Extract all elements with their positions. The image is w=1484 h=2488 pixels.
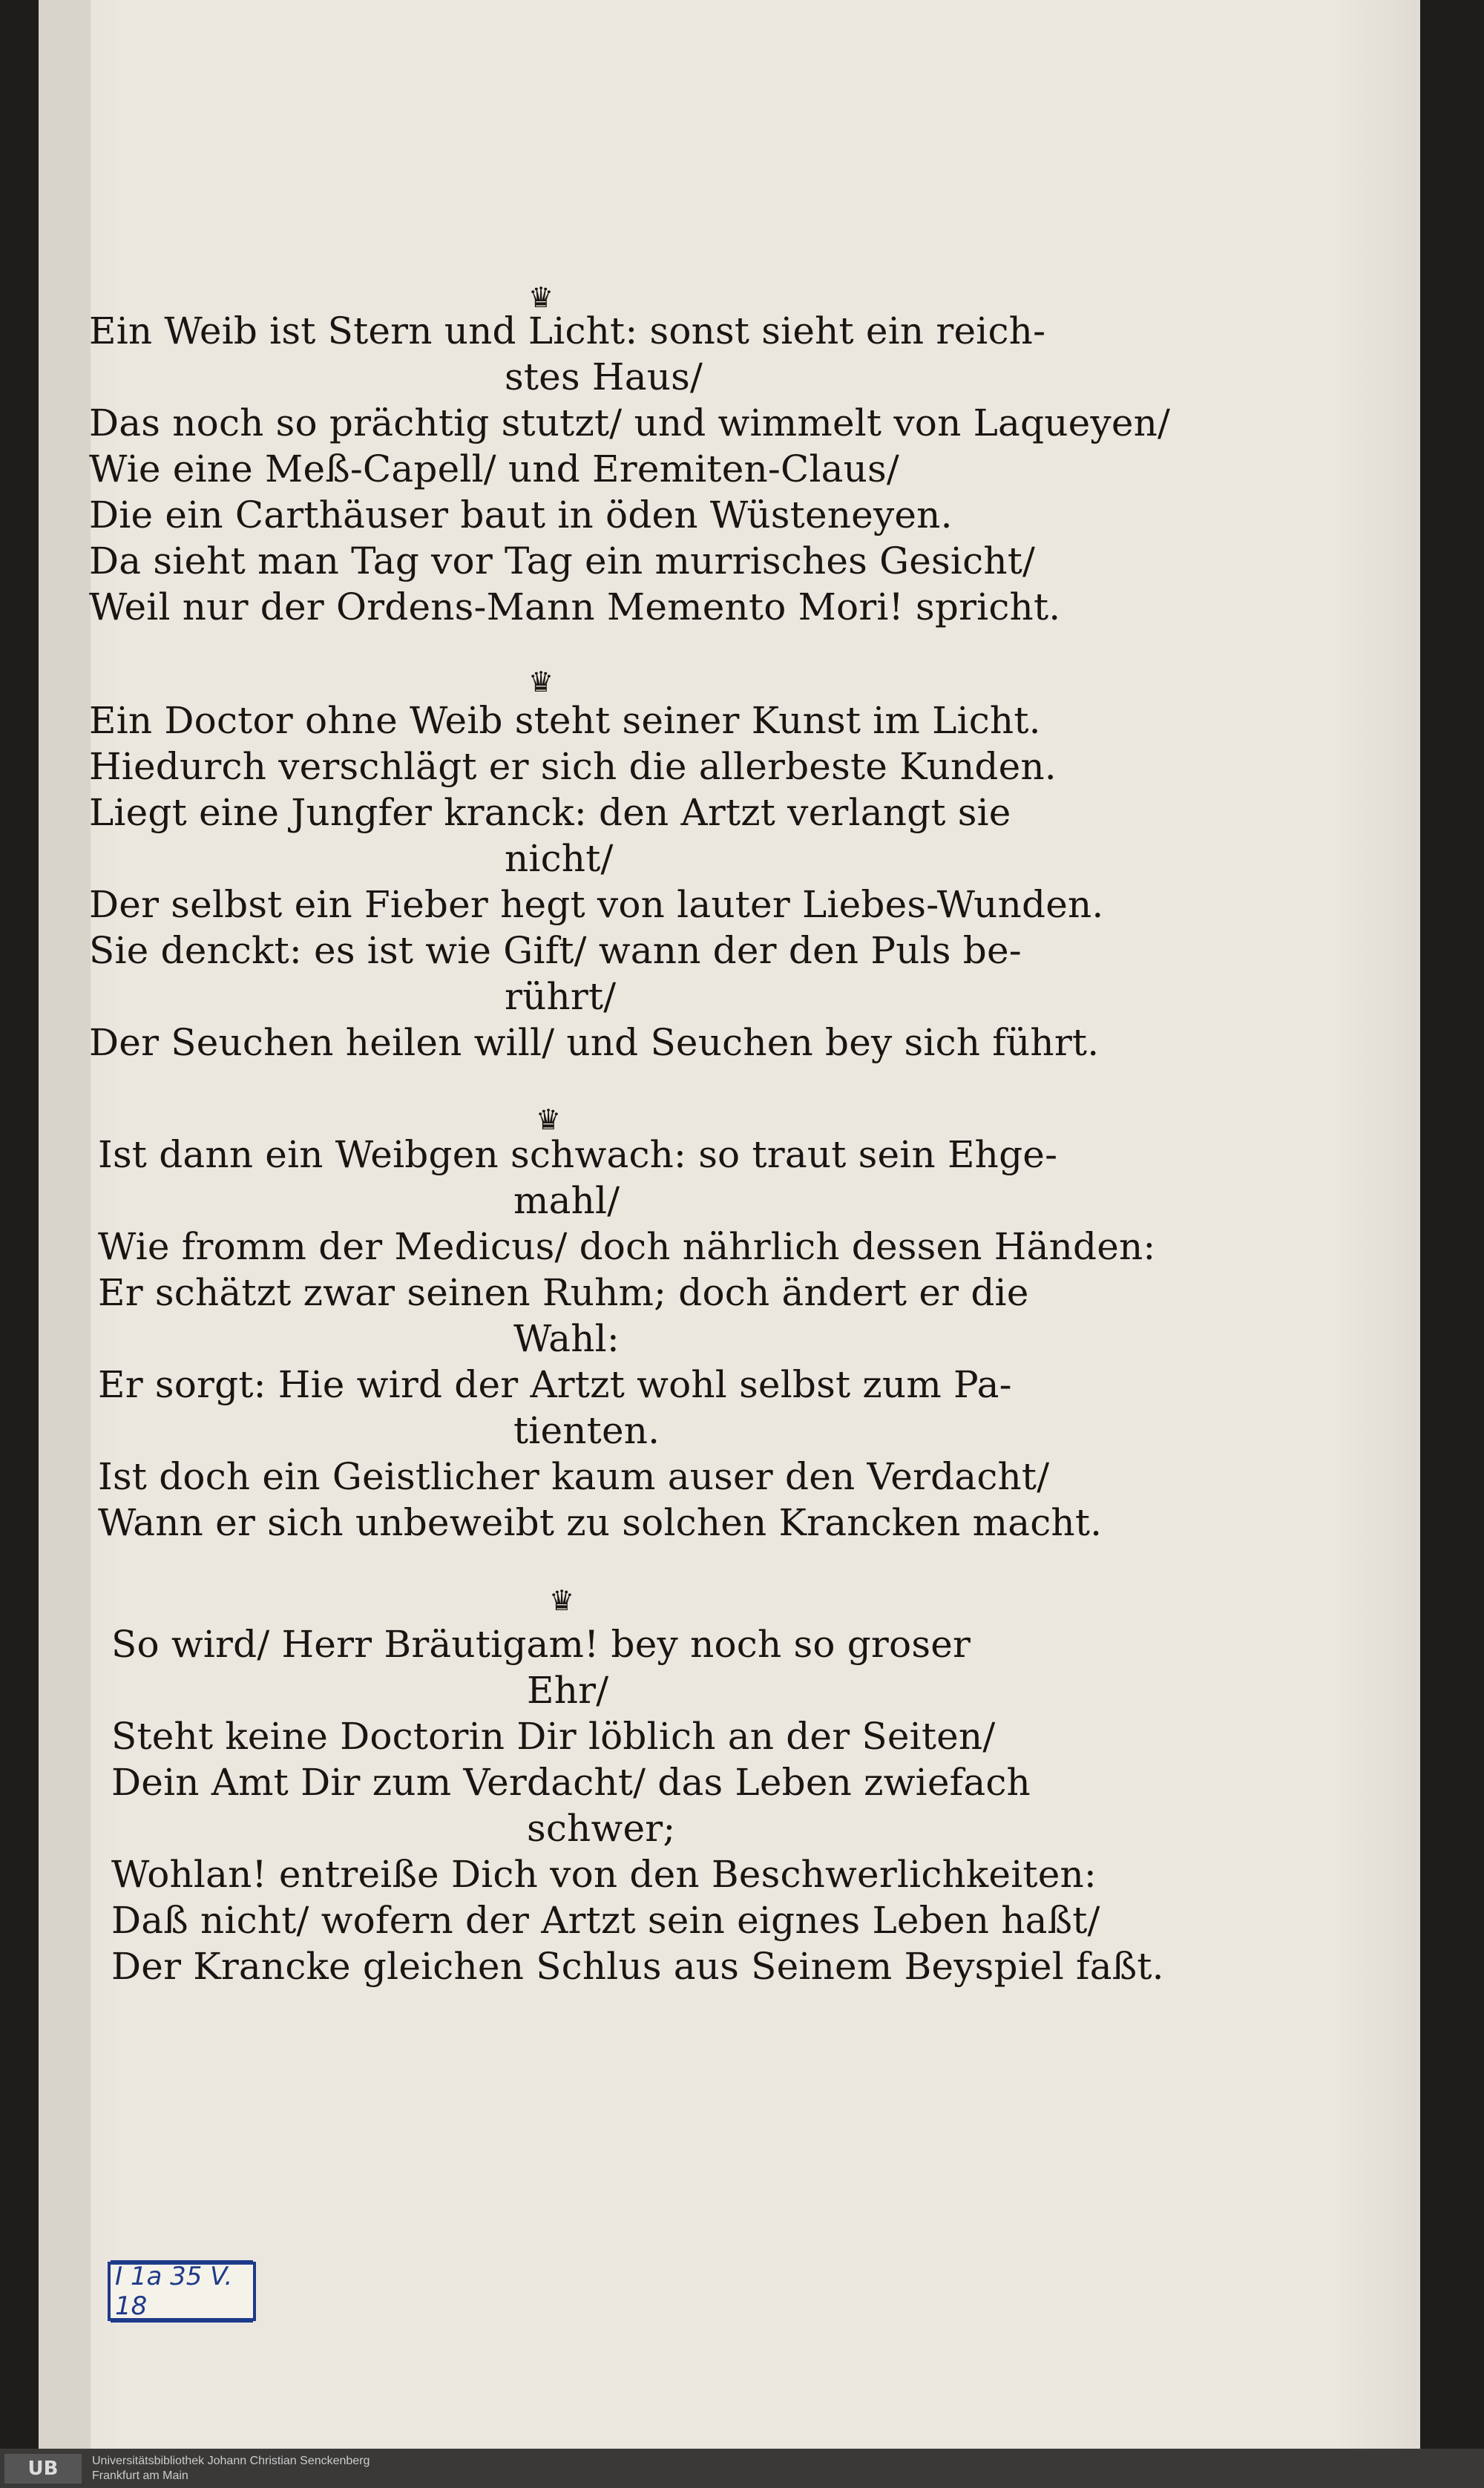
verse-line: Ein Doctor ohne Weib steht seiner Kunst im Licht. bbox=[89, 699, 1041, 742]
stanza-1 bbox=[89, 308, 1171, 630]
verse-line: Wohlan! entreiße Dich von den Beschwerlichkeiten: bbox=[111, 1853, 1097, 1896]
verse-line: Der selbst ein Fieber hegt von lauter Liebes-Wunden. bbox=[89, 883, 1104, 926]
verse-line: Er sorgt: Hie wird der Artzt wohl selbst zum Pa- bbox=[98, 1363, 1012, 1406]
verse-line: mahl/ bbox=[513, 1179, 620, 1222]
verse-line: Ein Weib ist Stern und Licht: sonst sieht ein reich- bbox=[89, 309, 1046, 352]
verse-line: Wann er sich unbeweibt zu solchen Krancken macht. bbox=[98, 1501, 1103, 1544]
footer-line-city: Frankfurt am Main bbox=[92, 2469, 188, 2482]
crown-ornament-icon: ♛ bbox=[536, 1103, 562, 1136]
verse-line: Der Krancke gleichen Schlus aus Seinem Beyspiel faßt. bbox=[111, 1945, 1164, 1988]
verse-line: nicht/ bbox=[505, 837, 614, 880]
verse-line: Da sieht man Tag vor Tag ein murrisches Gesicht/ bbox=[89, 539, 1036, 582]
verse-line: Weil nur der Ordens-Mann Memento Mori! spricht. bbox=[89, 585, 1061, 628]
verse-line: Steht keine Doctorin Dir löblich an der Seiten/ bbox=[111, 1715, 996, 1758]
verse-line: rührt/ bbox=[505, 975, 617, 1018]
verse-line: Wahl: bbox=[513, 1317, 620, 1360]
footer-line-institution: Universitätsbibliothek Johann Christian Senckenberg bbox=[92, 2454, 370, 2467]
ub-logo-icon: UB bbox=[4, 2454, 82, 2484]
verse-line: Hiedurch verschlägt er sich die allerbeste Kunden. bbox=[89, 745, 1057, 788]
stanza-3 bbox=[98, 1132, 1156, 1546]
crown-ornament-icon: ♛ bbox=[528, 666, 554, 698]
verse-line: Die ein Carthäuser baut in öden Wüsteneyen. bbox=[89, 493, 953, 536]
verse-line: Liegt eine Jungfer kranck: den Artzt verlangt sie bbox=[89, 791, 1011, 834]
verse-line: Wie fromm der Medicus/ doch nährlich dessen Händen: bbox=[98, 1225, 1156, 1268]
verse-line: tienten. bbox=[513, 1409, 660, 1452]
page-left-edge bbox=[39, 0, 91, 2449]
stanza-4 bbox=[111, 1621, 1164, 1989]
crown-ornament-icon: ♛ bbox=[549, 1584, 575, 1617]
shelfmark-text: I 1a 35 V. 18 bbox=[111, 2260, 253, 2323]
verse-line: Ist doch ein Geistlicher kaum auser den Verdacht/ bbox=[98, 1455, 1050, 1498]
verse-line: Sie denckt: es ist wie Gift/ wann der den Puls be- bbox=[89, 929, 1022, 972]
verse-line: Wie eine Meß-Capell/ und Eremiten-Claus/ bbox=[89, 447, 899, 490]
verse-line: Ehr/ bbox=[527, 1669, 609, 1712]
footer-text bbox=[92, 2454, 370, 2484]
verse-line: Daß nicht/ wofern der Artzt sein eignes Leben haßt/ bbox=[111, 1899, 1100, 1942]
verse-line: stes Haus/ bbox=[505, 355, 703, 398]
verse-line: Der Seuchen heilen will/ und Seuchen bey sich führt. bbox=[89, 1021, 1100, 1064]
verse-line: schwer; bbox=[527, 1807, 676, 1850]
library-footer bbox=[0, 2449, 1484, 2488]
verse-line: Dein Amt Dir zum Verdacht/ das Leben zwiefach bbox=[111, 1761, 1031, 1804]
stanza-2 bbox=[89, 698, 1104, 1066]
verse-line: So wird/ Herr Bräutigam! bey noch so groser bbox=[111, 1623, 971, 1666]
verse-line: Das noch so prächtig stutzt/ und wimmelt von Laqueyen/ bbox=[89, 401, 1171, 444]
shelfmark-label bbox=[108, 2262, 256, 2321]
crown-ornament-icon: ♛ bbox=[528, 281, 554, 314]
verse-line: Er schätzt zwar seinen Ruhm; doch ändert er die bbox=[98, 1271, 1029, 1314]
verse-line: Ist dann ein Weibgen schwach: so traut sein Ehge- bbox=[98, 1133, 1058, 1176]
